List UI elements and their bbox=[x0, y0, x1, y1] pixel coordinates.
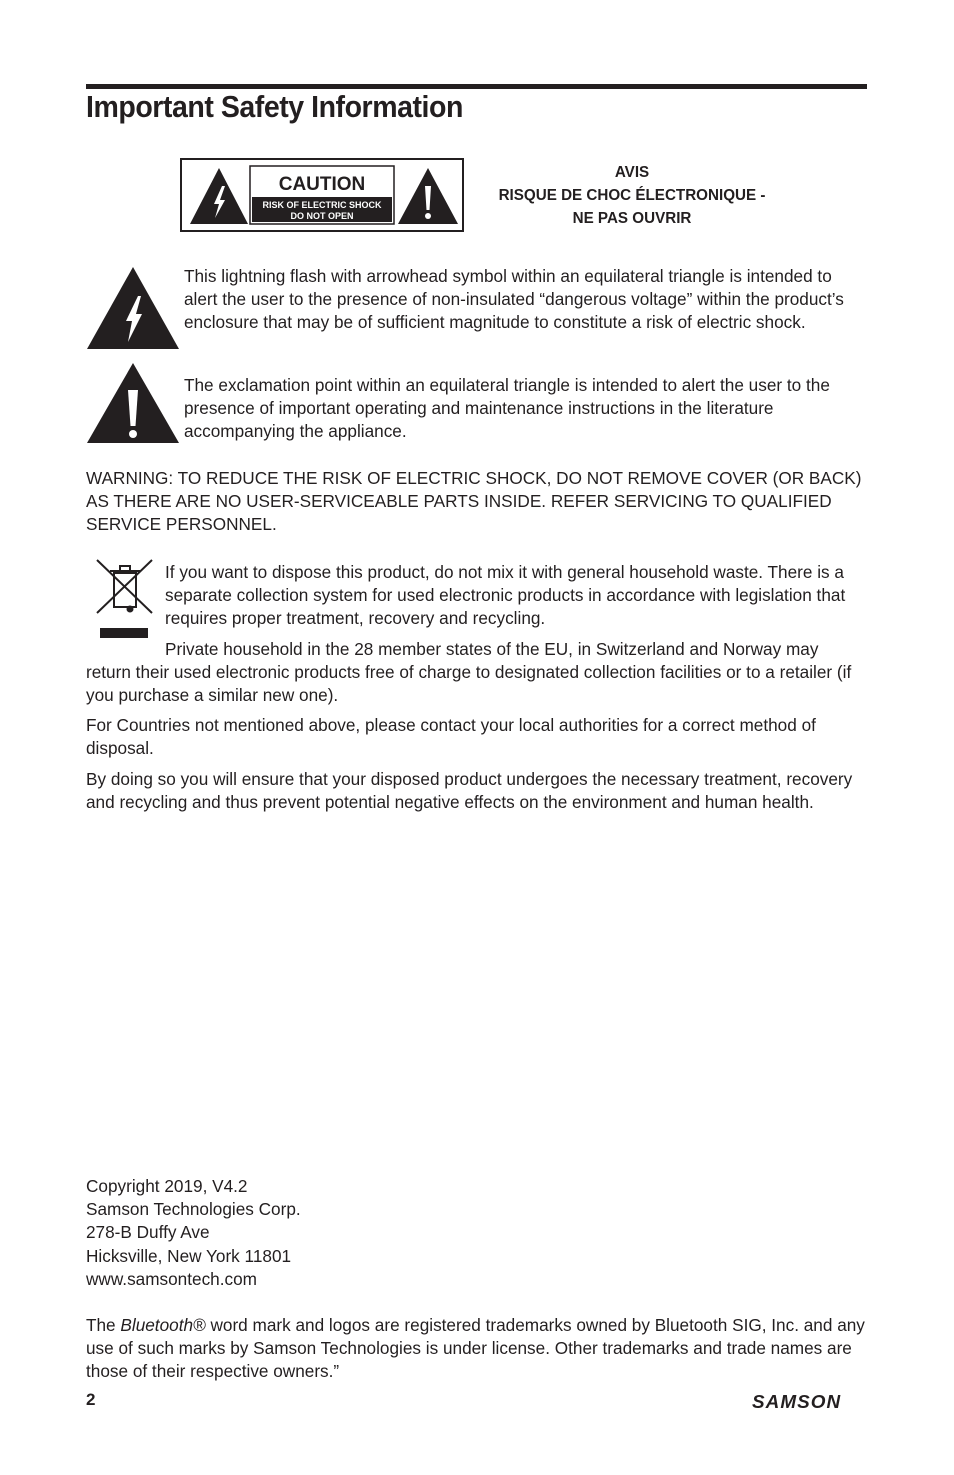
shock-warning: WARNING: TO REDUCE THE RISK OF ELECTRIC SHOCK, DO NOT REMOVE COVER (OR BACK) AS THERE ARE NO USER-SERVICEABLE PARTS INSIDE. REFER SERVICING TO QUALIFIED SERVICE PERSONNEL. bbox=[86, 468, 862, 535]
avis-line3: NE PAS OUVRIR bbox=[572, 210, 692, 227]
caution-line1: RISK OF ELECTRIC SHOCK bbox=[262, 200, 382, 210]
copyright-block bbox=[86, 1175, 301, 1291]
street-address: 278-B Duffy Ave bbox=[86, 1222, 210, 1243]
french-caution-notice bbox=[482, 161, 782, 230]
website: www.samsontech.com bbox=[86, 1268, 257, 1289]
caution-line2: DO NOT OPEN bbox=[290, 211, 354, 221]
page-title: Important Safety Information bbox=[86, 89, 463, 124]
trademark-text: word mark and logos are registered trademarks owned by Bluetooth SIG, Inc. and any use of such marks by Samson Technologies is under license. Other trademarks and trade names are those of their respective owners.” bbox=[86, 1315, 865, 1382]
page-number: 2 bbox=[86, 1390, 96, 1409]
disposal-paragraph-3: For Countries not mentioned above, please contact your local authorities for a correct method of disposal. bbox=[86, 715, 816, 759]
crossed-bin-icon bbox=[94, 557, 156, 641]
avis-line1: AVIS bbox=[614, 164, 650, 181]
disposal-paragraph-1: If you want to dispose this product, do not mix it with general household waste. There is a separate collection system for used electronic products in accordance with legislation that requires proper treatment, recovery and recycling. bbox=[165, 562, 846, 629]
lightning-triangle-icon bbox=[190, 168, 248, 224]
disposal-paragraph-4: By doing so you will ensure that your disposed product undergoes the necessary treatment, recovery and recycling and thus prevent potential negative effects on the environment and human health. bbox=[86, 769, 853, 813]
copyright-line: Copyright 2019, V4.2 bbox=[86, 1176, 248, 1196]
exclamation-triangle-icon bbox=[398, 168, 458, 224]
trademark-prefix: The bbox=[86, 1315, 121, 1335]
city-address: Hicksville, New York 11801 bbox=[86, 1245, 292, 1266]
lightning-description: This lightning flash with arrowhead symbol within an equilateral triangle is intended to alert the user to the presence of non-insulated “dangerous voltage” within the product’s enclosure that may be of sufficient magnitude to constitute a risk of electric shock. bbox=[184, 266, 844, 333]
exclamation-triangle-icon bbox=[86, 362, 180, 444]
caution-title: CAUTION bbox=[278, 174, 366, 195]
disposal-paragraph-2: Private household in the 28 member states of the EU, in Switzerland and Norway may return their used electronic products free of charge to designated collection facilities or to a retailer (if you purchase a similar new one). bbox=[86, 639, 852, 706]
avis-line2: RISQUE DE CHOC ÉLECTRONIQUE - bbox=[498, 187, 766, 204]
bluetooth-mark: Bluetooth® bbox=[120, 1315, 206, 1335]
caution-label bbox=[180, 158, 464, 232]
lightning-triangle-icon bbox=[86, 266, 180, 350]
samson-logo: SAMSON bbox=[752, 1392, 842, 1412]
company-name: Samson Technologies Corp. bbox=[86, 1199, 301, 1220]
trademark-notice bbox=[86, 1314, 871, 1384]
exclamation-description: The exclamation point within an equilateral triangle is intended to alert the user to the presence of important operating and maintenance instructions in the literature accompanying the appliance. bbox=[184, 375, 830, 442]
